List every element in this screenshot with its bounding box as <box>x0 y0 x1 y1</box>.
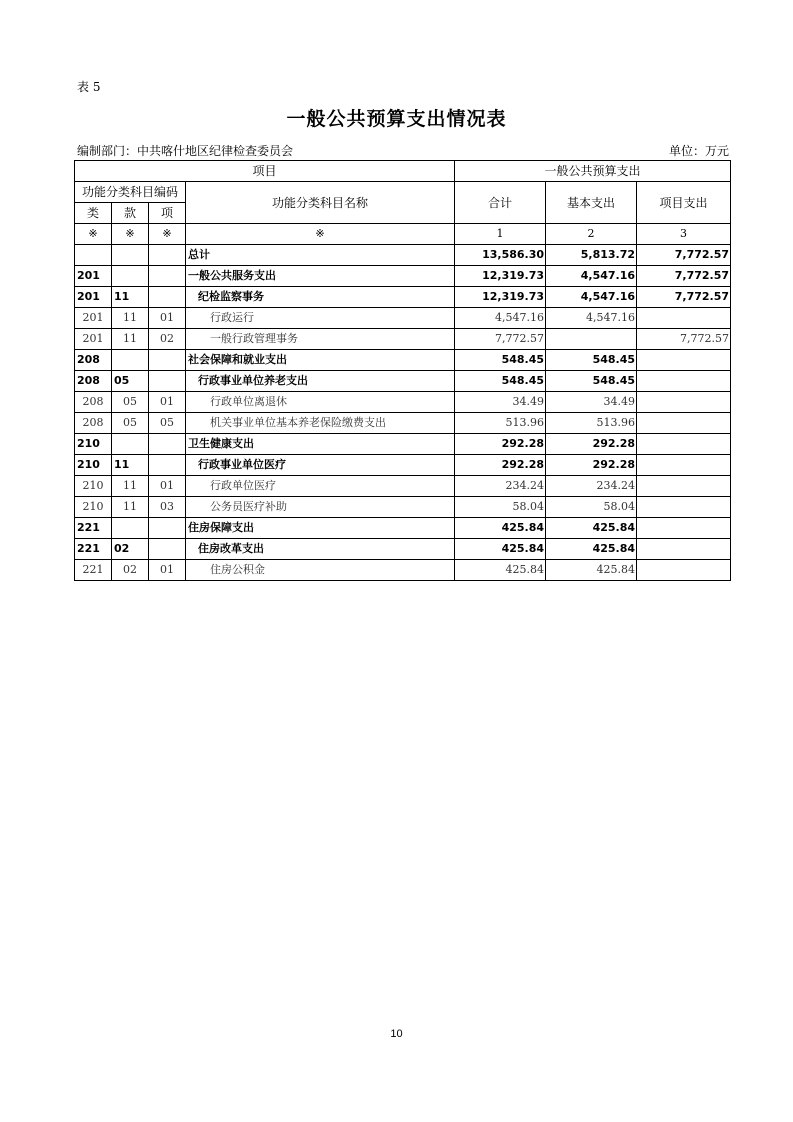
cell-lei: 221 <box>75 539 112 560</box>
cell-kuan: 02 <box>112 539 149 560</box>
unit-label: 单位：万元 <box>668 144 729 158</box>
cell-proj <box>637 476 731 497</box>
page-title: 一般公共预算支出情况表 <box>286 108 507 130</box>
cell-total: 58.04 <box>455 497 546 518</box>
cell-name: 行政单位离退休 <box>186 392 455 413</box>
header-proj: 项目支出 <box>637 182 731 224</box>
cell-lei: 208 <box>75 371 112 392</box>
cell-total: 548.45 <box>455 350 546 371</box>
header-row-2 <box>75 182 731 203</box>
cell-xiang: 05 <box>149 413 186 434</box>
cell-total: 292.28 <box>455 455 546 476</box>
cell-kuan: 11 <box>112 476 149 497</box>
cell-proj <box>637 392 731 413</box>
cell-xiang <box>149 287 186 308</box>
header-basic: 基本支出 <box>546 182 637 224</box>
cell-kuan: 02 <box>112 560 149 581</box>
cell-kuan: 11 <box>112 308 149 329</box>
cell-lei: 210 <box>75 497 112 518</box>
cell-proj <box>637 371 731 392</box>
table-row <box>75 497 731 518</box>
table-row <box>75 245 731 266</box>
cell-total: 425.84 <box>455 518 546 539</box>
cell-xiang <box>149 455 186 476</box>
cell-kuan: 11 <box>112 287 149 308</box>
cell-name: 住房改革支出 <box>186 539 455 560</box>
cell-proj: 7,772.57 <box>637 329 731 350</box>
table-row <box>75 539 731 560</box>
cell-kuan <box>112 518 149 539</box>
table-row <box>75 371 731 392</box>
cell-name: 卫生健康支出 <box>186 434 455 455</box>
budget-table <box>74 160 731 581</box>
cell-total: 13,586.30 <box>455 245 546 266</box>
cell-name: 纪检监察事务 <box>186 287 455 308</box>
cell-proj: 7,772.57 <box>637 287 731 308</box>
cell-kuan: 05 <box>112 392 149 413</box>
cell-kuan <box>112 350 149 371</box>
cell-total: 548.45 <box>455 371 546 392</box>
mark-lei: ※ <box>75 224 112 245</box>
cell-basic: 548.45 <box>546 371 637 392</box>
header-lei: 类 <box>75 203 112 224</box>
table-row <box>75 350 731 371</box>
cell-name: 公务员医疗补助 <box>186 497 455 518</box>
cell-name: 一般公共服务支出 <box>186 266 455 287</box>
cell-proj <box>637 497 731 518</box>
cell-basic: 425.84 <box>546 518 637 539</box>
cell-xiang <box>149 245 186 266</box>
page-number: 10 <box>390 1028 403 1040</box>
cell-xiang <box>149 434 186 455</box>
cell-total: 7,772.57 <box>455 329 546 350</box>
mark-xiang: ※ <box>149 224 186 245</box>
cell-basic: 34.49 <box>546 392 637 413</box>
cell-proj <box>637 560 731 581</box>
cell-lei: 201 <box>75 308 112 329</box>
cell-name: 住房公积金 <box>186 560 455 581</box>
cell-proj: 7,772.57 <box>637 245 731 266</box>
cell-xiang: 01 <box>149 560 186 581</box>
department-label: 编制部门：中共喀什地区纪律检查委员会 <box>77 144 294 158</box>
cell-name: 行政事业单位养老支出 <box>186 371 455 392</box>
table-row <box>75 329 731 350</box>
cell-basic: 4,547.16 <box>546 308 637 329</box>
col-number-3: 3 <box>637 224 731 245</box>
cell-basic: 292.28 <box>546 434 637 455</box>
table-row <box>75 287 731 308</box>
mark-name: ※ <box>186 224 455 245</box>
cell-lei: 221 <box>75 518 112 539</box>
cell-kuan: 05 <box>112 371 149 392</box>
cell-kuan <box>112 266 149 287</box>
cell-xiang <box>149 266 186 287</box>
cell-name: 社会保障和就业支出 <box>186 350 455 371</box>
cell-proj <box>637 455 731 476</box>
cell-name: 行政单位医疗 <box>186 476 455 497</box>
table-row <box>75 455 731 476</box>
cell-kuan <box>112 245 149 266</box>
cell-total: 12,319.73 <box>455 266 546 287</box>
cell-basic: 58.04 <box>546 497 637 518</box>
cell-lei <box>75 245 112 266</box>
header-kuan: 款 <box>112 203 149 224</box>
cell-proj <box>637 308 731 329</box>
cell-basic: 4,547.16 <box>546 266 637 287</box>
cell-proj: 7,772.57 <box>637 266 731 287</box>
cell-proj <box>637 518 731 539</box>
cell-lei: 210 <box>75 434 112 455</box>
cell-xiang <box>149 371 186 392</box>
cell-proj <box>637 434 731 455</box>
cell-kuan: 11 <box>112 455 149 476</box>
cell-basic: 5,813.72 <box>546 245 637 266</box>
cell-total: 513.96 <box>455 413 546 434</box>
cell-lei: 201 <box>75 287 112 308</box>
cell-proj <box>637 539 731 560</box>
cell-basic: 425.84 <box>546 560 637 581</box>
cell-lei: 208 <box>75 392 112 413</box>
cell-xiang: 01 <box>149 308 186 329</box>
cell-xiang <box>149 518 186 539</box>
cell-kuan: 11 <box>112 329 149 350</box>
header-budget: 一般公共预算支出 <box>455 161 731 182</box>
header-total: 合计 <box>455 182 546 224</box>
table-row <box>75 308 731 329</box>
cell-xiang: 01 <box>149 476 186 497</box>
table-row <box>75 560 731 581</box>
cell-name: 行政运行 <box>186 308 455 329</box>
cell-name: 机关事业单位基本养老保险缴费支出 <box>186 413 455 434</box>
cell-proj <box>637 350 731 371</box>
cell-total: 4,547.16 <box>455 308 546 329</box>
cell-name: 住房保障支出 <box>186 518 455 539</box>
cell-basic: 234.24 <box>546 476 637 497</box>
table-row <box>75 518 731 539</box>
cell-total: 425.84 <box>455 560 546 581</box>
cell-lei: 208 <box>75 350 112 371</box>
cell-lei: 201 <box>75 329 112 350</box>
cell-total: 34.49 <box>455 392 546 413</box>
cell-basic: 4,547.16 <box>546 287 637 308</box>
cell-lei: 221 <box>75 560 112 581</box>
col-number-2: 2 <box>546 224 637 245</box>
header-code: 功能分类科目编码 <box>75 182 186 203</box>
cell-total: 292.28 <box>455 434 546 455</box>
header-project: 项目 <box>75 161 455 182</box>
cell-name: 行政事业单位医疗 <box>186 455 455 476</box>
table-row <box>75 476 731 497</box>
cell-total: 12,319.73 <box>455 287 546 308</box>
cell-kuan <box>112 434 149 455</box>
mark-kuan: ※ <box>112 224 149 245</box>
header-xiang: 项 <box>149 203 186 224</box>
header-row-4 <box>75 224 731 245</box>
cell-lei: 210 <box>75 455 112 476</box>
cell-xiang: 02 <box>149 329 186 350</box>
cell-kuan: 05 <box>112 413 149 434</box>
header-row-1 <box>75 161 731 182</box>
cell-name: 总计 <box>186 245 455 266</box>
table-label: 表 5 <box>77 80 101 94</box>
cell-xiang <box>149 539 186 560</box>
table-row <box>75 413 731 434</box>
cell-basic: 513.96 <box>546 413 637 434</box>
cell-lei: 210 <box>75 476 112 497</box>
col-number-1: 1 <box>455 224 546 245</box>
cell-basic: 548.45 <box>546 350 637 371</box>
cell-total: 425.84 <box>455 539 546 560</box>
cell-basic: 425.84 <box>546 539 637 560</box>
table-row <box>75 266 731 287</box>
table-row <box>75 392 731 413</box>
cell-lei: 201 <box>75 266 112 287</box>
cell-kuan: 11 <box>112 497 149 518</box>
table-row <box>75 434 731 455</box>
header-name: 功能分类科目名称 <box>186 182 455 224</box>
cell-xiang: 01 <box>149 392 186 413</box>
cell-name: 一般行政管理事务 <box>186 329 455 350</box>
cell-xiang <box>149 350 186 371</box>
cell-total: 234.24 <box>455 476 546 497</box>
cell-basic <box>546 329 637 350</box>
cell-proj <box>637 413 731 434</box>
cell-basic: 292.28 <box>546 455 637 476</box>
cell-lei: 208 <box>75 413 112 434</box>
cell-xiang: 03 <box>149 497 186 518</box>
